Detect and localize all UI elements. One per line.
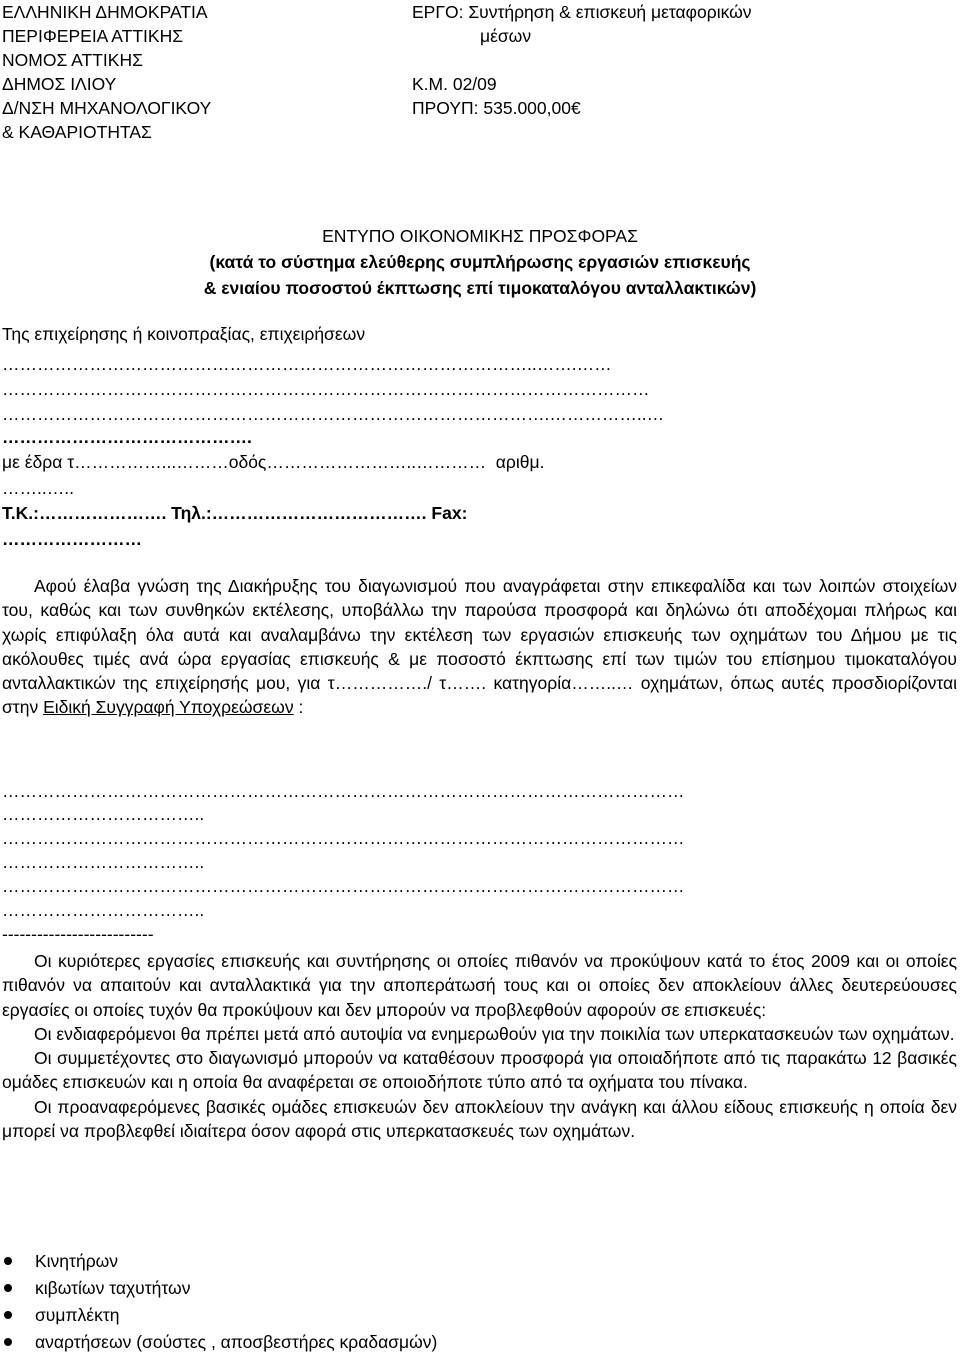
issuer-line: ΝΟΜΟΣ ΑΤΤΙΚΗΣ — [2, 50, 143, 70]
form-title: ΕΝΤΥΠΟ ΟΙΚΟΝΟΜΙΚΗΣ ΠΡΟΣΦΟΡΑΣ — [322, 226, 638, 246]
project-budget: ΠΡΟΥΠ: 535.000,00€ — [412, 98, 581, 118]
issuer-line: & ΚΑΘΑΡΙΟΤΗΤΑΣ — [2, 122, 152, 142]
repairs-text — [2, 949, 957, 1143]
bullet-icon — [4, 1338, 12, 1346]
euro-sign-icon: € — [570, 98, 581, 118]
project-title-cont: μέσων — [480, 26, 532, 46]
offer-fill-line: ……………………………………………………………………………………………………… — [2, 781, 685, 801]
seat-street-line: με έδρα τ……………...………οδός……………………..………… αριθμ. — [2, 452, 545, 472]
number-fill: ……..….. — [2, 478, 74, 498]
form-subtitle-2: & ενιαίου ποσοστού έκπτωσης επί τιμοκαταλόγου ανταλλακτικών) — [203, 278, 757, 298]
paragraph-participants: Οι συμμετέχοντες στο διαγωνισμό μπορούν να καταθέσουν προσφορά για οποιαδήποτε από τις παρακάτω 12 βασικές ομάδες επισκευών και η οποία θα αναφέρεται σε οποιοδήποτε τύπο από τα οχήματα του πίνακα. — [2, 1048, 957, 1093]
bullet-icon — [4, 1284, 12, 1292]
bullet-icon — [4, 1311, 12, 1319]
separator-dashes: -------------------------- — [2, 924, 154, 944]
issuer-block — [2, 0, 211, 144]
list-item: συμπλέκτη — [2, 1302, 437, 1329]
list-item: κιβωτίων ταχυτήτων — [2, 1275, 437, 1302]
list-item: Κινητήρων — [2, 1248, 437, 1275]
offer-fill-line: ……………………………………………………………………………………………………… — [2, 828, 685, 848]
issuer-line: ΠΕΡΙΦΕΡΕΙΑ ΑΤΤΙΚΗΣ — [2, 26, 184, 46]
issuer-line: Δ/ΝΣΗ ΜΗΧΑΝΟΛΟΓΙΚΟΥ — [2, 98, 212, 118]
company-label: Της επιχείρησης ή κοινοπραξίας, επιχειρήσεων — [2, 324, 366, 344]
repair-groups-list — [2, 1248, 437, 1356]
company-fill-line: ………………………………………………………………………………..…….…… — [2, 354, 612, 374]
paragraph-repairs: Οι κυριότερες εργασίες επισκευής και συντήρησης οι οποίες πιθανόν να προκύψουν κατά το έτος 2009 και οι οποίες πιθανόν να απαιτούν και ανταλλακτικά για την αποπεράτωσή τους και οι οποίες δεν αποκλείουν άλλες δευτερεύουσες εργασίες οι οποίες τυχόν θα προκύψουν και δεν μπορούν να προβλεφθούν αφορούν σε επισκευές: — [2, 951, 957, 1020]
declaration-paragraph: Αφού έλαβα γνώση της Διακήρυξης του διαγωνισμού που αναγράφεται στην επικεφαλίδα και των λοιπών στοιχείων του, καθώς και των συνθηκών εκτέλεσης, υποβάλλω την παρούσα προσφορά και δηλώνω ότι αποδέχομαι πλήρως και χωρίς επιφύλαξη όλα αυτά και αναλαμβάνω την εκτέλεση των εργασιών επισκευής των οχημάτων του Δήμου με τις ακόλουθες τιμές ανά ώρα εργασίας επισκευής & με ποσοστό έκπτωσης επί των τιμών του επίσημου τιμοκαταλόγου ανταλλακτικών της επιχείρησής μου, για τ……………./ τ……. κατηγορία……..… οχημάτων, όπως αυτές προσδιορίζονται στην Ειδική Συγγραφή Υποχρεώσεων : — [2, 576, 957, 718]
offer-fill-line: ……………………………………………………………………………………………………… — [2, 876, 685, 896]
company-fill-line: ………………………………………………………………………………………………… — [2, 379, 650, 399]
fax-fill: …………………… — [2, 529, 142, 549]
paragraph-inspection: Οι ενδιαφερόμενοι θα πρέπει μετά από αυτοψία να ενημερωθούν για την ποικιλία των υπερκατασκευών των οχημάτων. — [34, 1023, 955, 1044]
company-fill-line: ……………………………………. — [2, 427, 252, 447]
postcode-phone-fax-line: Τ.Κ.:…………………. Τηλ.:………………………………. Fax: — [2, 503, 468, 523]
specification-reference: Ειδική Συγγραφή Υποχρεώσεων — [43, 697, 294, 718]
issuer-line: ΕΛΛΗΝΙΚΗ ΔΗΜΟΚΡΑΤΙΑ — [2, 2, 208, 22]
project-title: ΕΡΓΟ: Συντήρηση & επισκευή μεταφορικών — [412, 2, 752, 22]
company-fill-line: ………………………………………………………………………………….……………..… — [2, 404, 665, 424]
bullet-icon — [4, 1257, 12, 1265]
issuer-line: ΔΗΜΟΣ ΙΛΙΟΥ — [2, 74, 117, 94]
paragraph-other-repairs: Οι προαναφερόμενες βασικές ομάδες επισκευών δεν αποκλείουν την ανάγκη και άλλου είδους επισκευής η οποία δεν μπορεί να προβλεφθεί ιδιαίτερα όσον αφορά στις υπερκατασκευές των οχημάτων. — [2, 1096, 957, 1142]
list-item: αναρτήσεων (σούστες , αποσβεστήρες κραδασμών) — [2, 1329, 437, 1356]
offer-fill-line: …………………………….. — [2, 852, 205, 872]
offer-fill-line: …………………………….. — [2, 900, 205, 920]
project-block — [412, 0, 752, 120]
project-code: Κ.Μ. 02/09 — [412, 74, 497, 94]
offer-fill-line: …………………………….. — [2, 804, 205, 824]
form-subtitle-1: (κατά το σύστημα ελεύθερης συμπλήρωσης εργασιών επισκευής — [209, 252, 751, 272]
